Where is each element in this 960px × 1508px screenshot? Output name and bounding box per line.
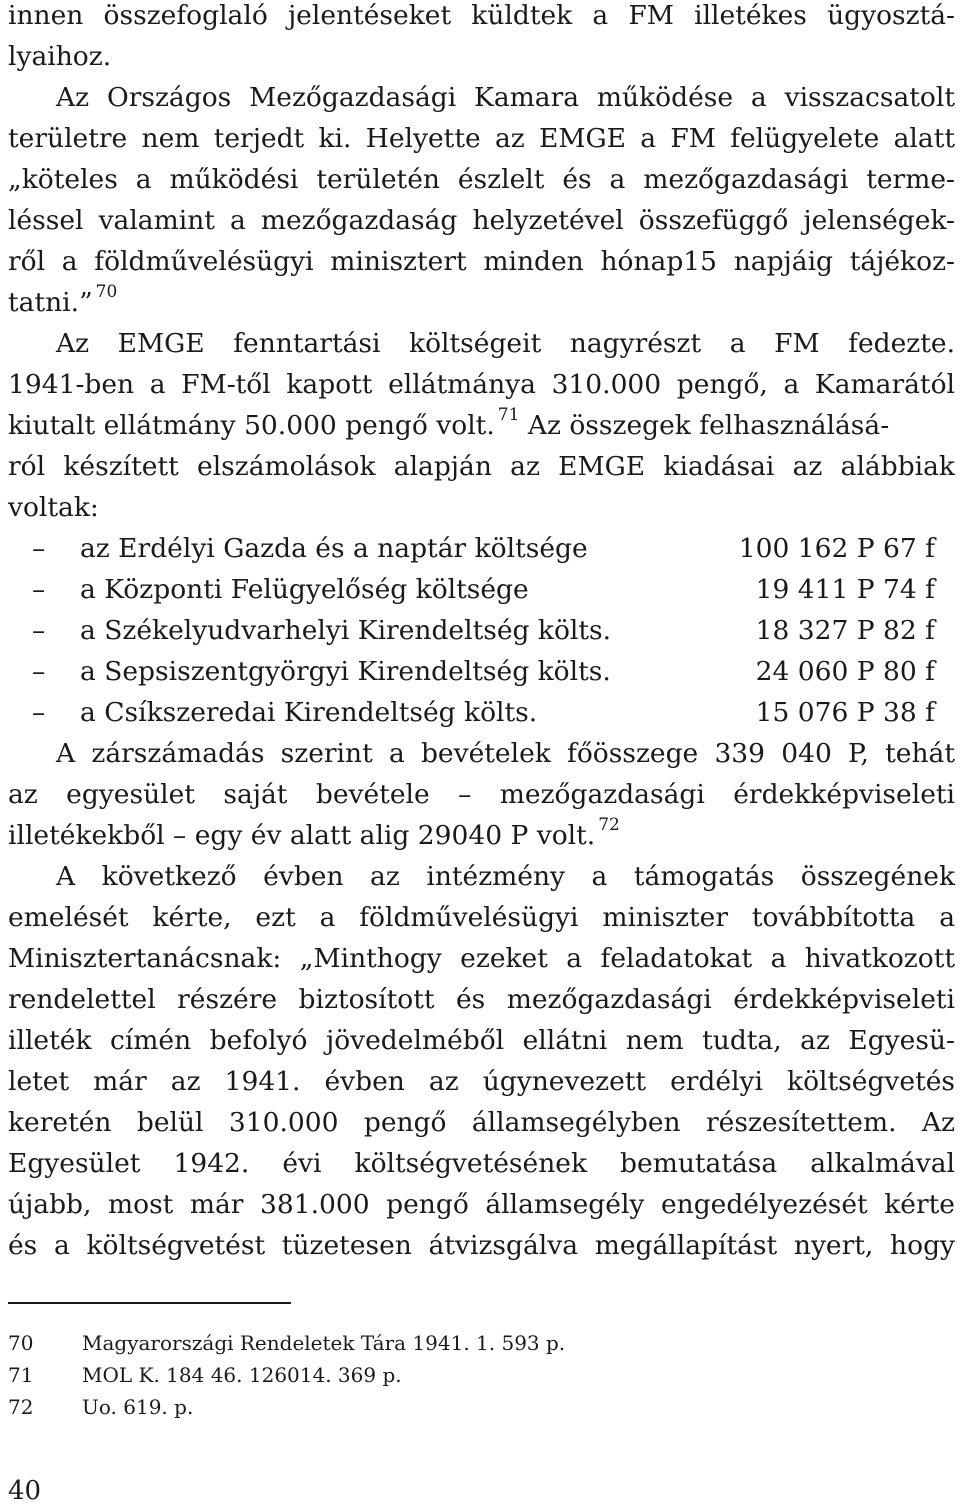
footnote-text: Uo. 619. p.: [82, 1395, 194, 1419]
expense-label: a Központi Felügyelőség költsége: [80, 574, 529, 605]
text-line: léssel valamint a mezőgazdaság helyzetével összefüggő jelenségek-: [8, 205, 955, 236]
expense-item: [32, 693, 955, 733]
expense-label: a Csíkszeredai Kirendeltség költs.: [80, 697, 538, 728]
footnote-number: 72: [8, 1395, 34, 1419]
expense-item: [32, 611, 955, 651]
footnote: [8, 1360, 402, 1390]
expense-label: az Erdélyi Gazda és a naptár költsége: [80, 533, 588, 564]
text-line: illeték címén befolyó jövedelméből ellátni nem tudta, az Egyesü-: [8, 1025, 955, 1056]
text-span: Az összegek felhasználásá-: [519, 410, 890, 441]
footnote-ref: 71: [497, 405, 520, 425]
dash: –: [32, 533, 46, 564]
text-line: ról készített elszámolások alapján az EMGE kiadásai az alábbiak: [8, 451, 955, 482]
text-line: [8, 283, 955, 323]
text-line: és a költségvetést tüzetesen átvizsgálva megállapítást nyert, hogy: [8, 1230, 955, 1261]
expense-label: a Székelyudvarhelyi Kirendeltség költs.: [80, 615, 612, 646]
expense-amount: 24 060 P 80 f: [755, 656, 935, 687]
text-line: keretén belül 310.000 pengő államsegélyben részesítettem. Az: [8, 1107, 955, 1138]
expense-amount: 15 076 P 38 f: [755, 697, 935, 728]
text-line: területre nem terjedt ki. Helyette az EMGE a FM felügyelete alatt: [8, 123, 955, 154]
dash: –: [32, 697, 46, 728]
expense-item: [32, 570, 955, 610]
text-line: újabb, most már 381.000 pengő államsegély engedélyezését kérte: [8, 1189, 955, 1220]
dash: –: [32, 574, 46, 605]
text-line: Az Országos Mezőgazdasági Kamara működése a visszacsatolt: [56, 82, 955, 113]
expense-amount: 100 162 P 67 f: [738, 533, 935, 564]
text-line: „köteles a működési területén észlelt és a mezőgazdasági terme-: [8, 164, 955, 195]
text-span: illetékekből – egy év alatt alig 29040 P volt.: [8, 820, 596, 851]
expense-label: a Sepsiszentgyörgyi Kirendeltség költs.: [80, 656, 611, 687]
expense-item: [32, 529, 955, 569]
text-line: A zárszámadás szerint a bevételek főösszege 339 040 P, tehát: [56, 738, 955, 769]
text-line: rendelettel részére biztosított és mezőgazdasági érdekképviseleti: [8, 984, 955, 1015]
footnote-text: Magyarországi Rendeletek Tára 1941. 1. 593 p.: [82, 1331, 566, 1355]
dash: –: [32, 656, 46, 687]
footnote-ref: 72: [598, 815, 620, 835]
text-line: az egyesület saját bevétele – mezőgazdasági érdekképviseleti: [8, 779, 955, 810]
text-line: emelését kérte, ezt a földművelésügyi miniszter továbbította a: [8, 902, 955, 933]
footnote-rule: [8, 1302, 291, 1304]
text-line: Egyesület 1942. évi költségvetésének bemutatása alkalmával: [8, 1148, 955, 1179]
text-line: Az EMGE fenntartási költségeit nagyrészt a FM fedezte.: [56, 328, 955, 359]
text-line: voltak:: [8, 492, 99, 523]
text-line: A következő évben az intézmény a támogatás összegének: [56, 861, 955, 892]
page-number: 40: [8, 1476, 42, 1506]
footnote-text: MOL K. 184 46. 126014. 369 p.: [82, 1363, 402, 1387]
text-span: tatni.”: [8, 287, 93, 318]
footnote-number: 70: [8, 1331, 34, 1355]
expense-amount: 19 411 P 74 f: [755, 574, 935, 605]
text-line: Minisztertanácsnak: „Minthogy ezeket a feladatokat a hivatkozott: [8, 943, 955, 974]
text-line: letet már az 1941. évben az úgynevezett erdélyi költségvetés: [8, 1066, 955, 1097]
dash: –: [32, 615, 46, 646]
text-line: innen összefoglaló jelentéseket küldtek a FM illetékes ügyosztá-: [8, 0, 955, 31]
text-span: kiutalt ellátmány 50.000 pengő volt.: [8, 410, 495, 441]
text-line: [8, 816, 955, 856]
text-line: lyaihoz.: [8, 41, 112, 72]
footnote-ref: 70: [95, 282, 118, 302]
footnote-number: 71: [8, 1363, 34, 1387]
text-line: 1941-ben a FM-től kapott ellátmánya 310.000 pengő, a Kamarától: [8, 369, 955, 400]
footnote: [8, 1392, 193, 1422]
expense-amount: 18 327 P 82 f: [755, 615, 935, 646]
text-line: ről a földművelésügyi minisztert minden hónap15 napjáig tájékoz-: [8, 246, 955, 277]
expense-item: [32, 652, 955, 692]
footnote: [8, 1328, 565, 1358]
text-line: [8, 406, 955, 446]
